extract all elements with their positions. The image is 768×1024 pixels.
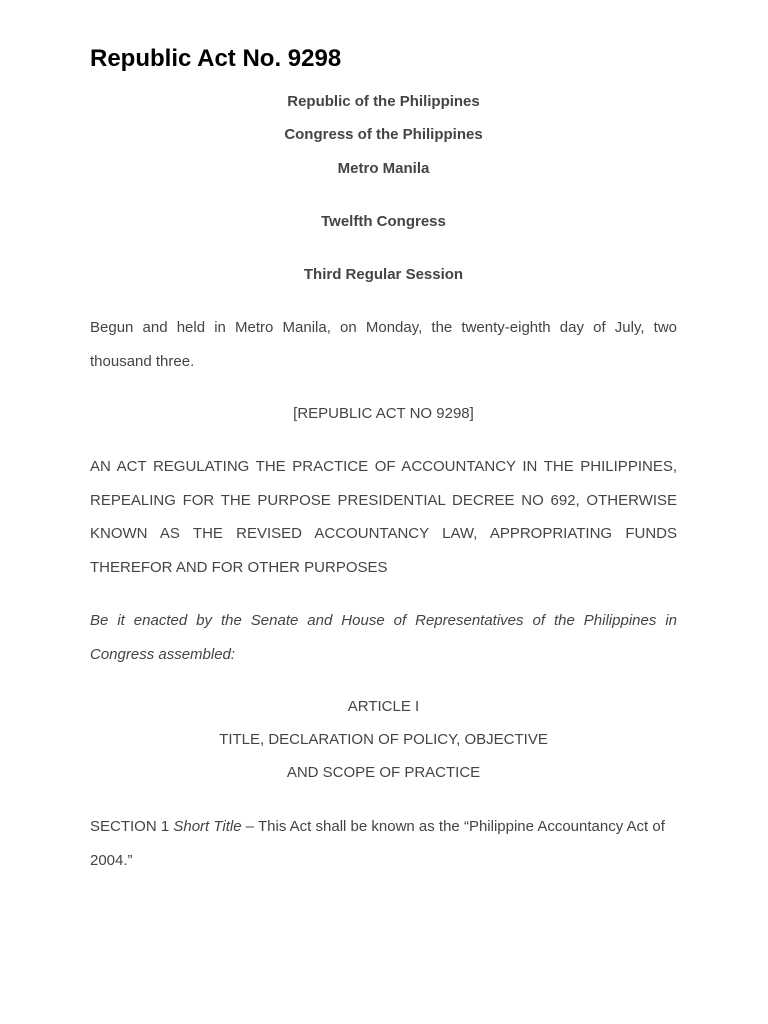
article-number: ARTICLE I <box>347 698 420 715</box>
header-location: Metro Manila <box>337 160 430 177</box>
section-1 <box>90 810 677 877</box>
begun-paragraph: Begun and held in Metro Manila, on Monday, the twenty-eighth day of July, two thousand three. <box>90 319 677 370</box>
header-congress: Congress of the Philippines <box>284 126 483 143</box>
section-1-text: – This Act shall be known as the “Philippine Accountancy Act of 2004.” <box>90 818 665 869</box>
document-title: Republic Act No. 9298 <box>90 45 342 72</box>
congress-label: Twelfth Congress <box>321 213 446 230</box>
act-number: [REPUBLIC ACT NO 9298] <box>293 405 474 422</box>
section-1-heading: Short Title <box>173 818 242 835</box>
enacting-clause: Be it enacted by the Senate and House of Representatives of the Philippines in Congress assembled: <box>90 612 677 663</box>
session-label: Third Regular Session <box>303 266 464 283</box>
act-title: AN ACT REGULATING THE PRACTICE OF ACCOUNTANCY IN THE PHILIPPINES, REPEALING FOR THE PURPOSE PRESIDENTIAL DECREE NO 692, OTHERWISE KNOWN AS THE REVISED ACCOUNTANCY LAW, APPROPRIATING FUNDS THEREFOR AND FOR OTHER PURPOSES <box>90 458 677 576</box>
section-1-label: SECTION 1 <box>90 818 170 835</box>
article-title-line2: AND SCOPE OF PRACTICE <box>286 764 481 781</box>
header-republic: Republic of the Philippines <box>287 93 480 110</box>
article-title-line1: TITLE, DECLARATION OF POLICY, OBJECTIVE <box>219 731 548 748</box>
